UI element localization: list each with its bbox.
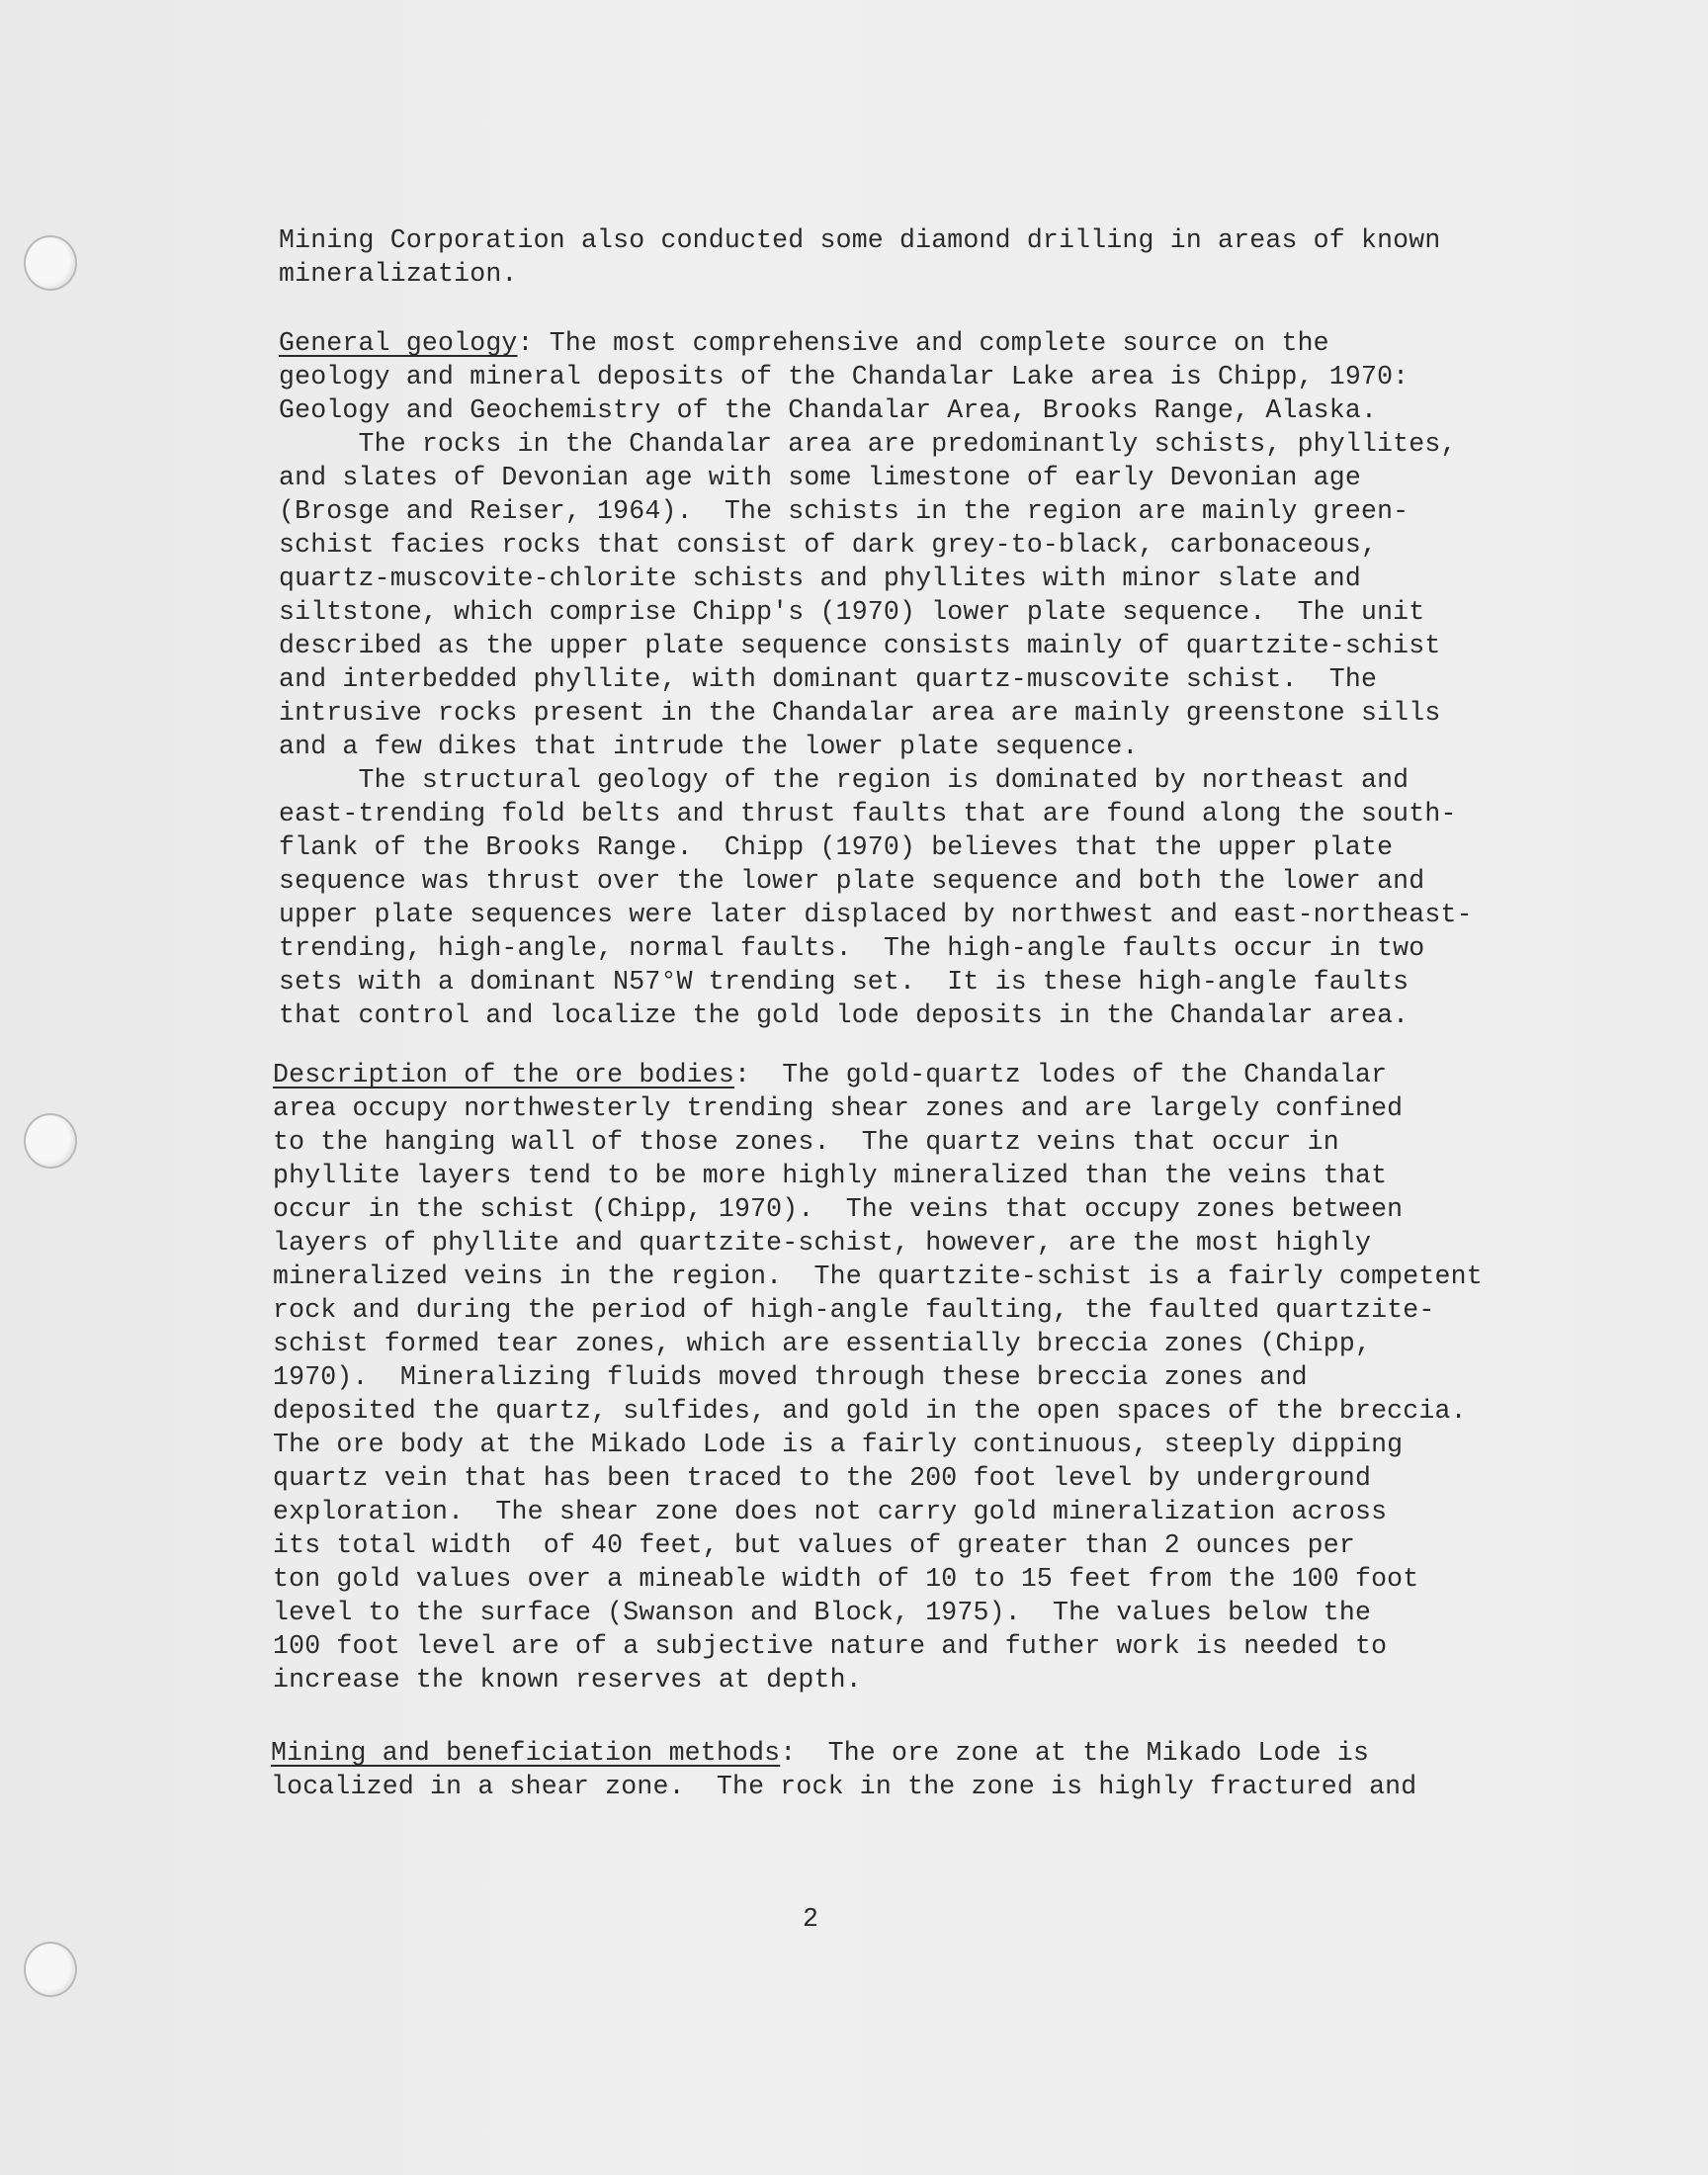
text-line: area occupy northwesterly trending shear zones and are largely confined <box>273 1093 1404 1123</box>
text-line: siltstone, which comprise Chipp's (1970) lower plate sequence. The unit <box>279 597 1425 627</box>
text-line <box>273 1058 1558 1091</box>
section-heading-mining-methods: Mining and beneficiation methods <box>271 1738 781 1768</box>
text-line: Mining Corporation also conducted some diamond drilling in areas of known <box>279 225 1441 255</box>
text-line: level to the surface (Swanson and Block, 1975). The values below the <box>273 1598 1372 1627</box>
text-line: and interbedded phyllite, with dominant quartz-muscovite schist. The <box>279 664 1378 694</box>
text-line: east-trending fold belts and thrust faults that are found along the south- <box>279 799 1457 828</box>
text-line: (Brosge and Reiser, 1964). The schists in the region are mainly green- <box>279 496 1409 526</box>
mining-methods-section <box>271 1736 1556 1803</box>
text-fragment: : The most comprehensive and complete source on the <box>517 328 1329 358</box>
section-heading-general-geology: General geology <box>279 328 518 358</box>
punch-hole-top <box>24 235 77 291</box>
text-line: flank of the Brooks Range. Chipp (1970) believes that the upper plate <box>279 832 1394 862</box>
text-line: ton gold values over a mineable width of 10 to 15 feet from the 100 foot <box>273 1564 1419 1594</box>
intro-paragraph <box>279 223 1564 291</box>
text-line: and slates of Devonian age with some limestone of early Devonian age <box>279 463 1361 492</box>
text-line: schist facies rocks that consist of dark grey-to-black, carbonaceous, <box>279 530 1378 560</box>
section-heading-ore-bodies: Description of the ore bodies <box>273 1060 734 1089</box>
text-line: its total width of 40 feet, but values of greater than 2 ounces per <box>273 1530 1355 1560</box>
text-line: mineralized veins in the region. The quartzite-schist is a fairly competent <box>273 1262 1483 1291</box>
text-line: quartz-muscovite-chlorite schists and phyllites with minor slate and <box>279 564 1361 593</box>
text-line <box>279 326 1564 360</box>
text-line: occur in the schist (Chipp, 1970). The veins that occupy zones between <box>273 1194 1404 1224</box>
text-line: localized in a shear zone. The rock in the zone is highly fractured and <box>271 1772 1417 1801</box>
text-line: quartz vein that has been traced to the 200 foot level by underground <box>273 1463 1372 1493</box>
text-line: to the hanging wall of those zones. The quartz veins that occur in <box>273 1127 1339 1157</box>
ore-bodies-section <box>273 1058 1558 1696</box>
text-line: sequence was thrust over the lower plate sequence and both the lower and <box>279 866 1425 896</box>
text-line: exploration. The shear zone does not carry gold mineralization across <box>273 1497 1388 1526</box>
text-fragment: : The gold-quartz lodes of the Chandalar <box>733 1060 1388 1089</box>
text-line: intrusive rocks present in the Chandalar area are mainly greenstone sills <box>279 698 1441 728</box>
text-line: sets with a dominant N57°W trending set. It is these high-angle faults <box>279 967 1409 997</box>
text-line: mineralization. <box>279 259 518 289</box>
text-line: geology and mineral deposits of the Chandalar Lake area is Chipp, 1970: <box>279 362 1409 392</box>
text-line: rock and during the period of high-angle faulting, the faulted quartzite- <box>273 1295 1435 1325</box>
text-line: trending, high-angle, normal faults. The high-angle faults occur in two <box>279 933 1425 963</box>
text-line: schist formed tear zones, which are essentially breccia zones (Chipp, <box>273 1329 1372 1358</box>
text-line: deposited the quartz, sulfides, and gold in the open spaces of the breccia. <box>273 1396 1467 1426</box>
text-line: Geology and Geochemistry of the Chandalar Area, Brooks Range, Alaska. <box>279 395 1378 425</box>
text-line: The structural geology of the region is dominated by northeast and <box>279 765 1409 795</box>
page-number: 2 <box>803 1904 818 1934</box>
text-line <box>271 1736 1556 1770</box>
text-line: phyllite layers tend to be more highly mineralized than the veins that <box>273 1161 1388 1190</box>
text-line: upper plate sequences were later displaced by northwest and east-northeast- <box>279 900 1473 929</box>
text-line: 1970). Mineralizing fluids moved through these breccia zones and <box>273 1362 1308 1392</box>
text-line: layers of phyllite and quartzite-schist, however, are the most highly <box>273 1228 1372 1258</box>
text-line: The rocks in the Chandalar area are predominantly schists, phyllites, <box>279 429 1457 459</box>
general-geology-section <box>279 326 1564 1032</box>
text-line: The ore body at the Mikado Lode is a fairly continuous, steeply dipping <box>273 1430 1404 1459</box>
text-line: 100 foot level are of a subjective nature and futher work is needed to <box>273 1631 1388 1661</box>
punch-hole-bottom <box>24 1942 77 1997</box>
text-line: increase the known reserves at depth. <box>273 1665 862 1695</box>
text-line: that control and localize the gold lode deposits in the Chandalar area. <box>279 1000 1409 1030</box>
text-line: described as the upper plate sequence consists mainly of quartzite-schist <box>279 631 1441 660</box>
punch-hole-middle <box>24 1113 77 1169</box>
text-fragment: : The ore zone at the Mikado Lode is <box>780 1738 1370 1768</box>
text-line: and a few dikes that intrude the lower plate sequence. <box>279 732 1139 761</box>
